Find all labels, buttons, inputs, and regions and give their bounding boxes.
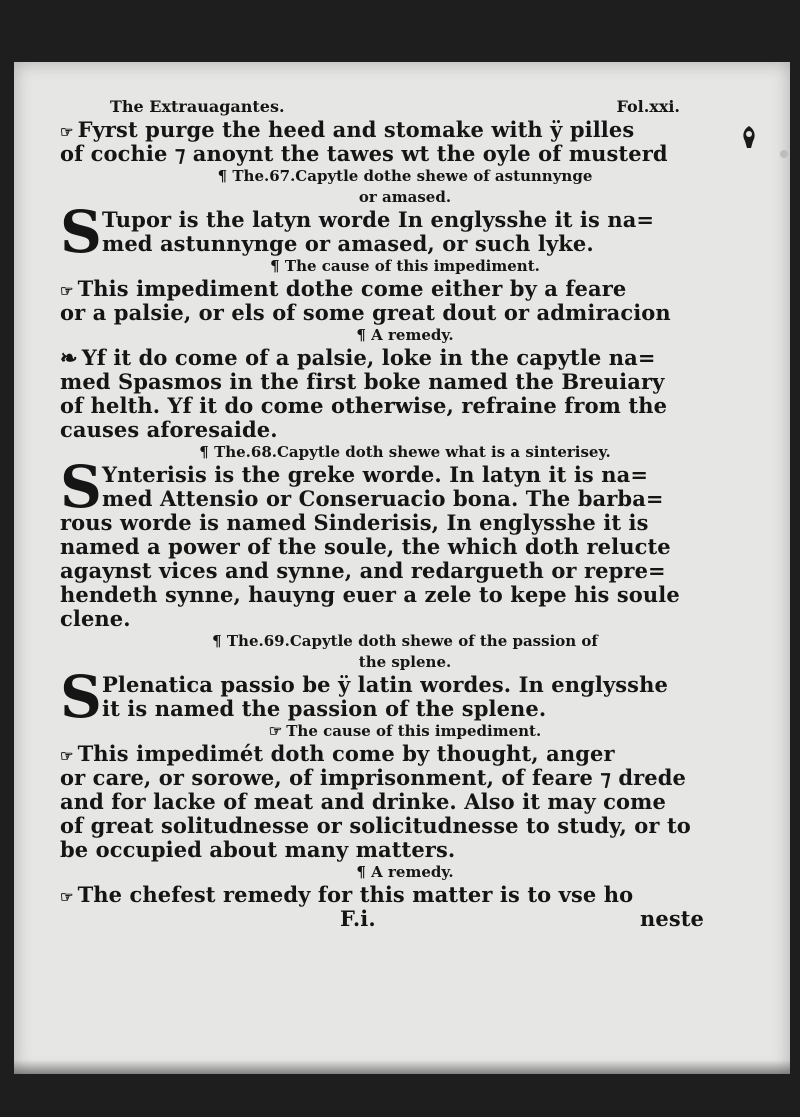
text-line: of great solitudnesse or solicitudnesse to study, or to bbox=[60, 813, 691, 838]
signature-line bbox=[60, 907, 750, 931]
text-line bbox=[60, 742, 750, 766]
pointing-hand-icon: ☞ bbox=[60, 282, 74, 300]
section-heading: ¶ The cause of this impediment. bbox=[270, 257, 540, 275]
drop-capital: S bbox=[60, 198, 102, 266]
chapter-heading: or amased. bbox=[358, 188, 452, 206]
pointing-hand-icon: ☞ bbox=[60, 747, 74, 765]
paper-blemish bbox=[780, 150, 788, 158]
text-line: Plenatica passio be ÿ latin wordes. In englysshe bbox=[102, 672, 668, 697]
chapter-heading: the splene. bbox=[358, 653, 452, 671]
running-header bbox=[60, 96, 750, 118]
pointing-hand-icon: ☞ bbox=[60, 888, 74, 906]
text-line bbox=[60, 883, 750, 907]
section-heading: ¶ A remedy. bbox=[356, 863, 454, 881]
signature-mark: F.i. bbox=[340, 906, 376, 931]
text-line: be occupied about many matters. bbox=[60, 837, 456, 862]
text-line: Ynterisis is the greke worde. In latyn it is na= bbox=[102, 462, 649, 487]
chapter-heading: ¶ The.68.Capytle doth shewe what is a sinterisey. bbox=[199, 443, 611, 461]
text-line: med Spasmos in the first boke named the Breuiary bbox=[60, 369, 665, 394]
pointing-hand-icon: ☞ bbox=[268, 722, 283, 740]
text-line bbox=[60, 346, 750, 370]
line-text: This impedimét doth come by thought, anger bbox=[77, 741, 615, 766]
paragraph-with-initial bbox=[60, 453, 750, 521]
text-line: agaynst vices and synne, and redargueth or repre= bbox=[60, 558, 666, 583]
text-line: Tupor is the latyn worde In englysshe it is na= bbox=[102, 207, 655, 232]
page-text-block bbox=[60, 96, 750, 931]
text-line: med Attensio or Conseruacio bona. The barba= bbox=[102, 486, 664, 511]
chapter-heading: ¶ The.67.Capytle dothe shewe of astunnynge bbox=[217, 167, 593, 185]
text-line: and for lacke of meat and drinke. Also it may come bbox=[60, 789, 666, 814]
paragraph-mark-icon: ❧ bbox=[60, 345, 78, 370]
pointing-hand-icon: ☞ bbox=[60, 123, 74, 141]
text-line: of cochie ⁊ anoynt the tawes wt the oyle of musterd bbox=[60, 141, 668, 166]
page-bottom-shadow bbox=[14, 1060, 790, 1074]
text-line: it is named the passion of the splene. bbox=[102, 696, 547, 721]
line-text: Fyrst purge the heed and stomake with ÿ pilles bbox=[77, 117, 635, 142]
text-line: med astunnynge or amased, or such lyke. bbox=[102, 231, 594, 256]
text-line: causes aforesaide. bbox=[60, 417, 278, 442]
catchword: neste bbox=[640, 906, 705, 931]
text-line: named a power of the soule, the which doth relucte bbox=[60, 534, 671, 559]
text-line bbox=[60, 118, 750, 142]
line-text: This impediment dothe come either by a feare bbox=[77, 276, 627, 301]
text-line: or a palsie, or els of some great dout or admiracion bbox=[60, 300, 671, 325]
section-heading: ¶ A remedy. bbox=[356, 326, 454, 344]
text-line: clene. bbox=[60, 606, 131, 631]
folio-number: Fol.xxi. bbox=[616, 97, 680, 116]
drop-capital: S bbox=[60, 453, 102, 521]
drop-capital: S bbox=[60, 663, 102, 731]
chapter-heading: ¶ The.69.Capytle doth shewe of the passion of bbox=[212, 632, 598, 650]
section-heading bbox=[60, 721, 750, 742]
text-line: or care, or sorowe, of imprisonment, of feare ⁊ drede bbox=[60, 765, 686, 790]
text-line bbox=[60, 277, 750, 301]
text-line: of helth. Yf it do come otherwise, refraine from the bbox=[60, 393, 668, 418]
text-line: rous worde is named Sinderisis, In englysshe it is bbox=[60, 510, 649, 535]
line-text: The chefest remedy for this matter is to vse ho bbox=[77, 882, 634, 907]
line-text: Yf it do come of a palsie, loke in the capytle na= bbox=[81, 345, 656, 370]
text-line: hendeth synne, hauyng euer a zele to kepe his soule bbox=[60, 582, 680, 607]
heading-text: The cause of this impediment. bbox=[286, 722, 542, 740]
header-title: The Extrauagantes. bbox=[110, 97, 285, 116]
